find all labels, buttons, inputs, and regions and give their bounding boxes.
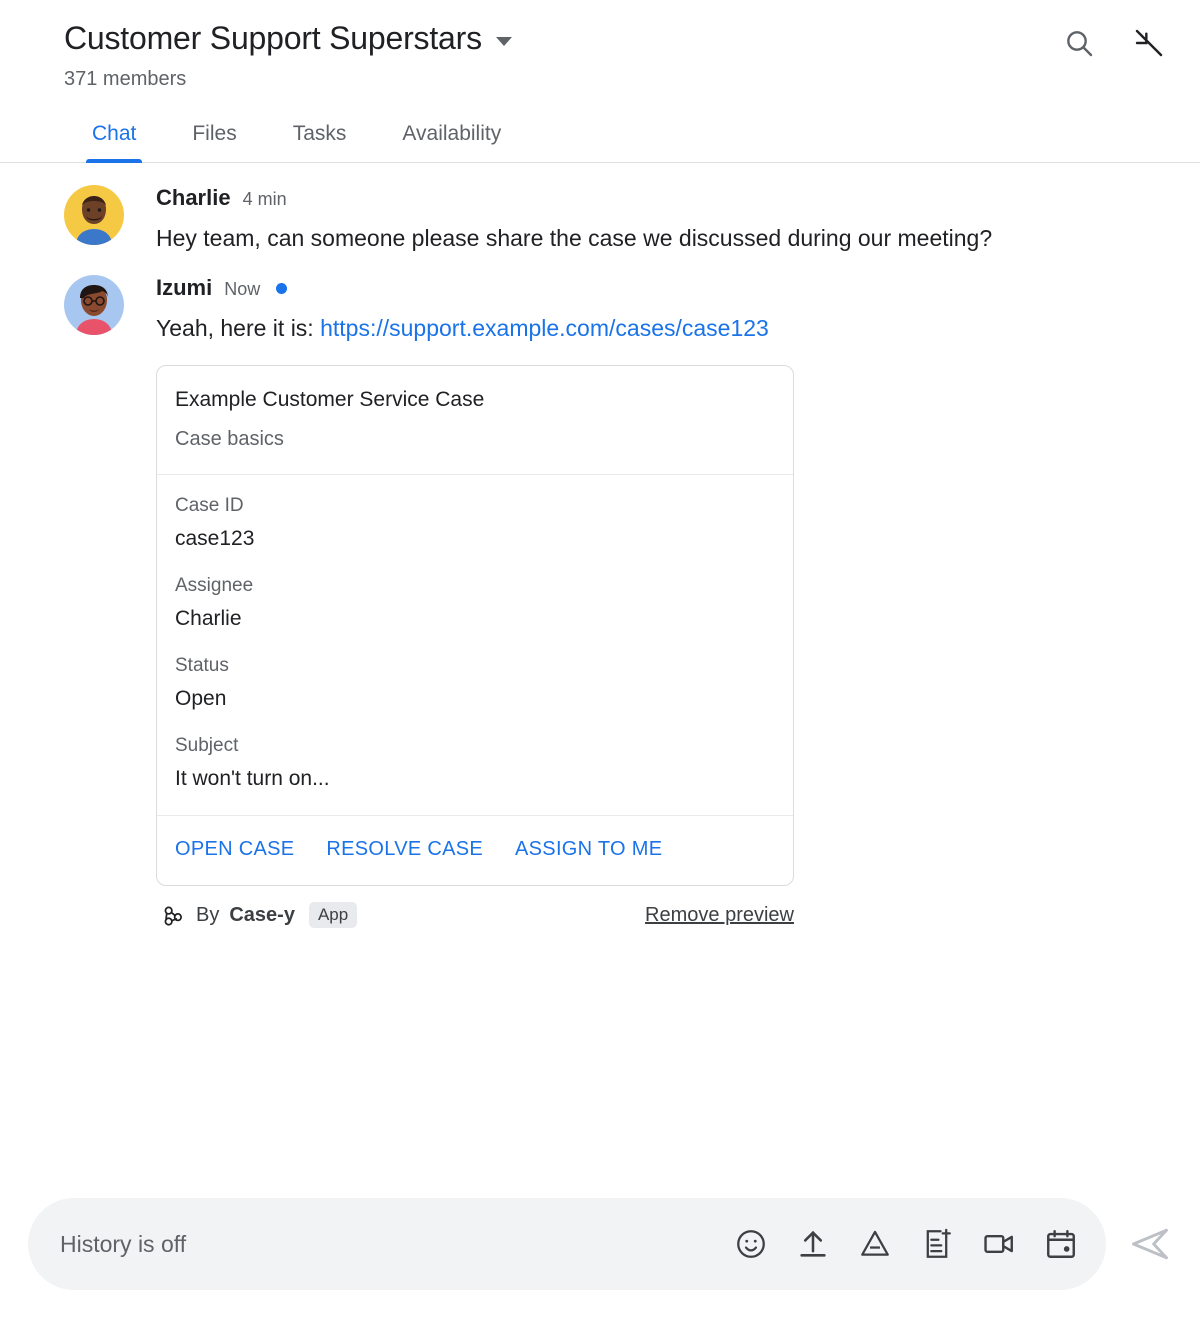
card-footer	[156, 902, 794, 928]
message-item	[0, 275, 1176, 928]
unread-dot-icon	[276, 283, 287, 294]
card-actions	[157, 816, 793, 885]
assign-to-me-button[interactable]: ASSIGN TO ME	[515, 838, 663, 860]
message-item	[0, 185, 1176, 257]
message-input-container[interactable]	[28, 1198, 1106, 1290]
message-text	[156, 309, 1046, 347]
open-case-button[interactable]: OPEN CASE	[175, 838, 295, 860]
calendar-icon[interactable]	[1044, 1227, 1078, 1261]
card-title: Example Customer Service Case	[175, 388, 485, 411]
byline-by: By	[196, 903, 220, 926]
remove-preview-link[interactable]: Remove preview	[645, 903, 794, 926]
avatar[interactable]	[64, 275, 124, 335]
message-timestamp: Now	[224, 279, 261, 299]
byline-app-name: Case-y	[229, 903, 295, 926]
doc-add-icon[interactable]	[920, 1227, 954, 1261]
message-text: Hey team, can someone please share the case we discussed during our meeting?	[156, 225, 993, 251]
message-input[interactable]: History is off	[60, 1230, 187, 1257]
message-timestamp: 4 min	[242, 189, 287, 209]
send-icon[interactable]	[1124, 1218, 1176, 1270]
case-preview-card	[156, 365, 794, 886]
field-value: Open	[175, 687, 227, 710]
field-label: Subject	[175, 735, 239, 756]
field-label: Assignee	[175, 575, 254, 596]
emoji-icon[interactable]	[734, 1227, 768, 1261]
message-body	[156, 185, 1176, 257]
search-icon[interactable]	[1062, 26, 1096, 60]
tab-tasks[interactable]: Tasks	[292, 122, 347, 145]
field-subject	[175, 733, 775, 793]
message-header	[156, 275, 1176, 301]
room-header	[0, 0, 1200, 92]
message-sender: Izumi	[156, 275, 213, 300]
message-list[interactable]	[0, 163, 1200, 1176]
tab-bar	[0, 110, 1200, 163]
room-title-row	[64, 18, 1176, 58]
header-actions	[1062, 26, 1166, 60]
card-fields	[157, 475, 793, 816]
card-header	[157, 366, 793, 475]
field-value: It won't turn on...	[175, 767, 330, 790]
message-text-prefix: Yeah, here it is:	[156, 315, 321, 341]
card-subtitle: Case basics	[175, 428, 284, 450]
resolve-case-button[interactable]: RESOLVE CASE	[326, 838, 484, 860]
field-value: Charlie	[175, 607, 242, 630]
card-byline	[160, 902, 357, 928]
message-sender: Charlie	[156, 185, 231, 210]
message-body	[156, 275, 1176, 928]
page-title: Customer Support Superstars	[64, 20, 482, 56]
tab-chat[interactable]: Chat	[64, 110, 164, 162]
webhook-icon	[160, 902, 186, 928]
field-label: Case ID	[175, 495, 244, 516]
field-case-id	[175, 493, 775, 553]
composer-icons	[734, 1227, 1078, 1261]
composer-area	[0, 1176, 1200, 1336]
upload-icon[interactable]	[796, 1227, 830, 1261]
video-icon[interactable]	[982, 1227, 1016, 1261]
chevron-down-icon[interactable]	[496, 37, 512, 46]
collapse-icon[interactable]	[1132, 26, 1166, 60]
drive-icon[interactable]	[858, 1227, 892, 1261]
field-label: Status	[175, 655, 229, 676]
tab-availability[interactable]: Availability	[402, 122, 502, 145]
field-assignee	[175, 573, 775, 633]
message-header	[156, 185, 1176, 211]
member-count: 371 members	[64, 68, 187, 90]
tab-files[interactable]: Files	[192, 122, 237, 145]
case-link[interactable]: https://support.example.com/cases/case123	[320, 315, 769, 341]
field-value: case123	[175, 527, 255, 550]
app-badge: App	[309, 902, 357, 928]
field-status	[175, 653, 775, 713]
avatar[interactable]	[64, 185, 124, 245]
